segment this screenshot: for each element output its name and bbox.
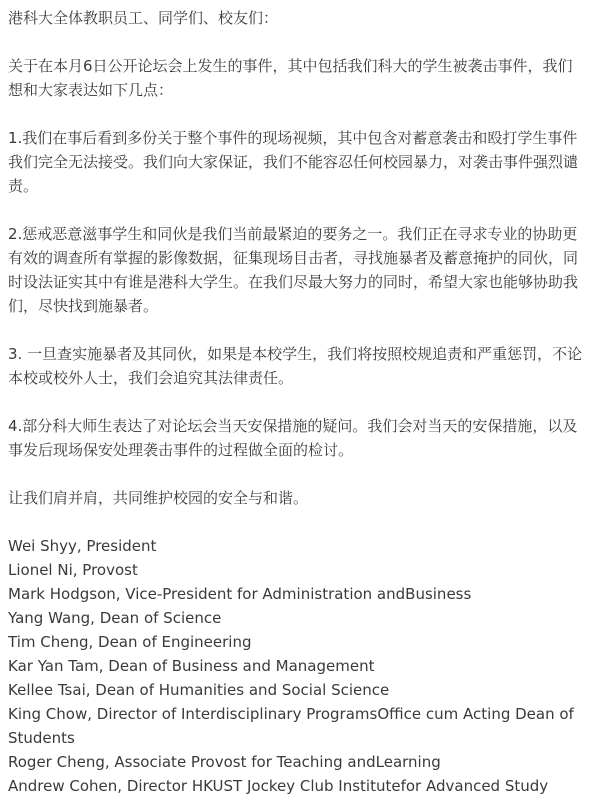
- spacer: [8, 318, 600, 342]
- point-1-line: 我们完全无法接受。我们向大家保证，我们不能容忍任何校园暴力，对袭击事件强烈谴: [8, 153, 579, 171]
- point-2-line: 时设法证实其中有谁是港科大学生。在我们尽最大努力的同时，希望大家也能够协助我: [8, 273, 579, 291]
- signatory: Lionel Ni, Provost: [8, 561, 138, 579]
- signatory: Andrew Cohen, Director HKUST Jockey Club Institutefor Advanced Study: [8, 777, 549, 795]
- spacer: [8, 390, 600, 414]
- point-2-paragraph: [8, 222, 600, 318]
- signatory: Kar Yan Tam, Dean of Business and Management: [8, 657, 375, 675]
- spacer: [8, 30, 600, 54]
- point-3-paragraph: [8, 342, 600, 390]
- signatory: Yang Wang, Dean of Science: [8, 609, 222, 627]
- point-4-line: 4.部分科大师生表达了对论坛会当天安保措施的疑问。我们会对当天的安保措施，以及: [8, 417, 578, 435]
- signatory: Kellee Tsai, Dean of Humanities and Social Science: [8, 681, 390, 699]
- spacer: [8, 198, 600, 222]
- intro-line: 关于在本月6日公开论坛会上发生的事件，其中包括我们科大的学生被袭击事件，我们: [8, 57, 573, 75]
- salutation: 港科大全体教职员工、同学们、校友们：: [8, 9, 279, 27]
- intro-paragraph: [8, 54, 600, 102]
- point-1-line: 1.我们在事后看到多份关于整个事件的现场视频，其中包含对蓄意袭击和殴打学生事件: [8, 129, 578, 147]
- closing-line: 让我们肩并肩，共同维护校园的安全与和谐。: [8, 489, 309, 507]
- point-2-line: 2.惩戒恶意滋事学生和同伙是我们当前最紧迫的要务之一。我们正在寻求专业的协助更: [8, 225, 578, 243]
- signatory: Wei Shyy, President: [8, 537, 157, 555]
- spacer: [8, 102, 600, 126]
- point-1-line: 责。: [8, 177, 39, 195]
- point-2-line: 有效的调查所有掌握的影像数据，征集现场目击者，寻找施暴者及蓄意掩护的同伙，同: [8, 249, 579, 267]
- signatory: Students: [8, 729, 75, 747]
- signatory: Tim Cheng, Dean of Engineering: [8, 633, 252, 651]
- signatory: Roger Cheng, Associate Provost for Teaching andLearning: [8, 753, 441, 771]
- spacer: [8, 462, 600, 486]
- signatory: King Chow, Director of Interdisciplinary ProgramsOffice cum Acting Dean of: [8, 705, 574, 723]
- point-4-paragraph: [8, 414, 600, 462]
- point-2-line: 们，尽快找到施暴者。: [8, 297, 159, 315]
- intro-line: 想和大家表达如下几点：: [8, 81, 174, 99]
- point-3-line: 本校或校外人士，我们会追究其法律责任。: [8, 369, 294, 387]
- signatory: Mark Hodgson, Vice-President for Administration andBusiness: [8, 585, 472, 603]
- point-1-paragraph: [8, 126, 600, 198]
- letter-document: [8, 6, 600, 798]
- signatory-list: [8, 534, 600, 798]
- spacer: [8, 510, 600, 534]
- point-3-line: 3. 一旦查实施暴者及其同伙，如果是本校学生，我们将按照校规追责和严重惩罚，不论: [8, 345, 583, 363]
- point-4-line: 事发后现场保安处理袭击事件的过程做全面的检讨。: [8, 441, 354, 459]
